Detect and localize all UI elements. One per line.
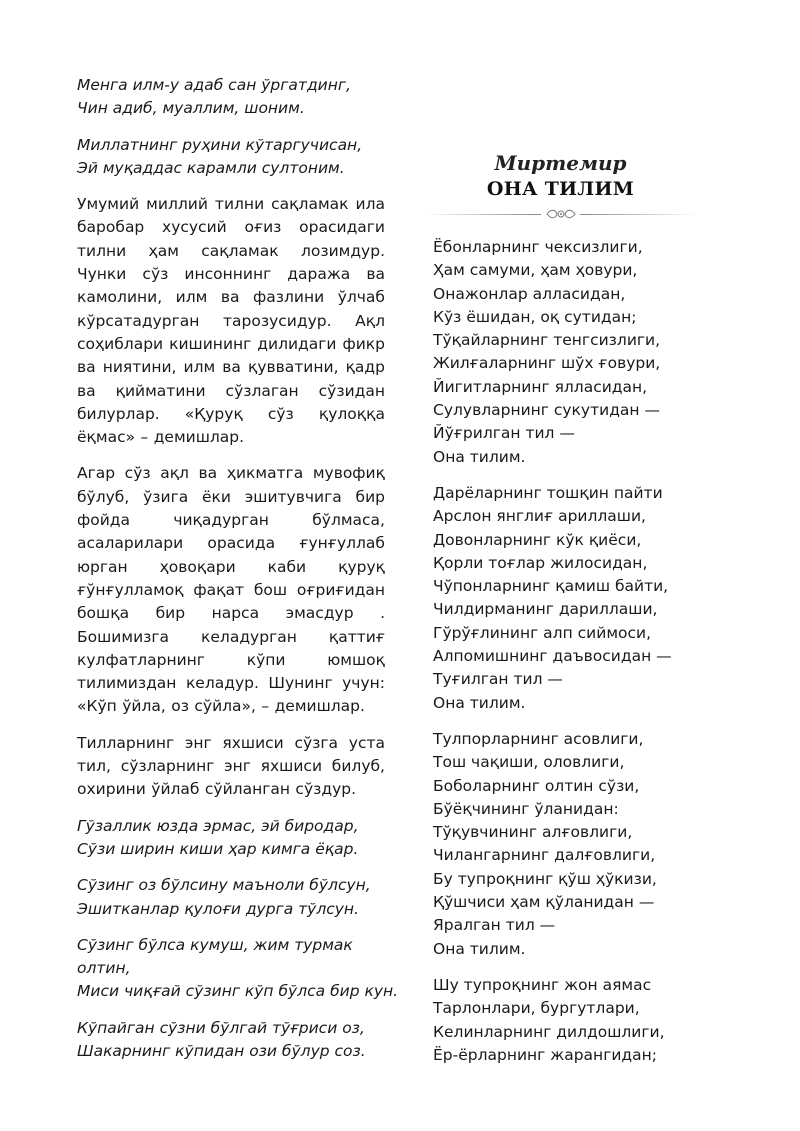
verse-line: Миси чиқғай сўзинг кўп бўлса бир кун. (77, 982, 399, 1001)
verse-2 (77, 134, 385, 181)
poem-line: Ҳам самуми, ҳам ҳовури, (433, 261, 638, 280)
left-column (77, 74, 399, 1076)
poem-title: ОНА ТИЛИМ (486, 178, 635, 200)
poem-line: Довонларнинг кўк қиёси, (433, 530, 642, 549)
poem-line: Арслон янглиғ ариллаши, (433, 507, 646, 526)
poem-line: Алпомишнинг даъвосидан — (433, 647, 672, 666)
poem-line: Чилдирманинг дариллаши, (433, 600, 658, 619)
verse-line: Менга илм-у адаб сан ўргатдинг, (77, 76, 351, 94)
poem-line: Тарлонлари, бургутлари, (433, 999, 640, 1018)
poem-line: Туғилган тил — (433, 670, 563, 689)
poem-line: Шу тупроқнинг жон аямас (433, 975, 652, 994)
poem-line: Она тилим. (433, 447, 526, 466)
poem-line: Йўғрилган тил — (433, 424, 575, 443)
verse-6 (77, 1017, 385, 1064)
stanza-4 (433, 974, 688, 1067)
poem-line: Тулпорларнинг асовлиги, (433, 729, 644, 748)
verse-line: олтин, (77, 959, 131, 978)
verse-4 (77, 874, 385, 921)
poem-line: Жилғаларнинг шўх ғовури, (433, 354, 661, 373)
poem-line: Она тилим. (433, 693, 526, 712)
verse-line: Эшитканлар қулоғи дурга тўлсун. (77, 899, 359, 918)
poem-line: Келинларнинг дилдошлиги, (433, 1022, 665, 1041)
divider-rule-left (423, 214, 541, 215)
divider-rule-right (580, 214, 698, 215)
verse-1 (77, 74, 385, 121)
poem-line: Ёбонларнинг чексизлиги, (433, 238, 643, 256)
poem-line: Чўпонларнинг қамиш байти, (433, 577, 669, 596)
paragraph-1: Умумий миллий тилни сақламак ила баробар хусусий оғиз орасидаги тилни ҳам сақламак лозимдур. Чунки сўз инсоннинг даража ва камолини, илм ва фазлини ўлчаб кўрсатадурган тарозусидур. Ақл соҳиблари кишининг дилидаги фикр ва ниятини, илм ва қувватини, қадр ва қийматини сўзлаган сўзидан билурлар. «Қуруқ сўз қулоққа ёқмас» – демишлар. (77, 195, 385, 447)
poem-line: Қорли тоғлар жилосидан, (433, 553, 648, 572)
poem-line: Чилангарнинг далғовлиги, (433, 846, 656, 865)
poem-line: Бўёқчининг ўланидан: (433, 799, 619, 818)
verse-line: Эй муқаддас карамли султоним. (77, 158, 345, 177)
stanza-2 (433, 482, 688, 715)
poem-line: Йигитларнинг ялласидан, (433, 377, 648, 396)
stanza-3 (433, 728, 688, 961)
verse-line: Сўзи ширин киши ҳар кимга ёқар. (77, 839, 359, 858)
paragraph-2: Агар сўз ақл ва ҳикматга мувофиқ бўлуб, ўзига ёки эшитувчига бир фойда чиқадурган бўлмаса, асаларилари орасида ғунғуллаб юрган ҳовоқари каби қуруқ ғўнғулламоқ фақат бош оғриғидан бошқа бир нарса эмасдур . Бошимизга келадурган қаттиғ кулфатларнинг кўпи юмшоқ тилимиздан келадур. Шунинг учун: «Кўп ўйла, оз сўйла», – демишлар. (77, 464, 385, 716)
poem-line: Кўз ёшидан, оқ сутидан; (433, 307, 637, 326)
poem-line: Тўқайларнинг тенгсизлиги, (433, 331, 661, 350)
verse-line: Миллатнинг руҳини кўтаргучисан, (77, 135, 363, 154)
verse-line: Гўзаллик юзда эрмас, эй биродар, (77, 816, 359, 835)
poem-line: Она тилим. (433, 939, 526, 958)
verse-line: Чин адиб, муаллим, шоним. (77, 99, 305, 118)
poem-author: Миртемир (494, 151, 627, 175)
poem-line: Яралган тил — (433, 916, 556, 935)
right-column (433, 150, 688, 1080)
poem-line: Дарёларнинг тошқин пайти (433, 483, 663, 502)
verse-line: Сўзинг бўлса кумуш, жим турмак (77, 935, 353, 954)
flourish-icon (545, 206, 577, 222)
poem-line: Тош чақиши, оловлиги, (433, 753, 625, 772)
verse-line: Кўпайган сўзни бўлгай тўғриси оз, (77, 1018, 365, 1037)
poem-line: Тўқувчининг алғовлиги, (433, 823, 633, 842)
poem-line: Сулувларнинг сукутидан — (433, 401, 660, 420)
poem-line: Онажонлар алласидан, (433, 284, 626, 303)
verse-line: Сўзинг оз бўлсину маъноли бўлсун, (77, 876, 371, 895)
ornament-divider (423, 206, 698, 222)
verse-line: Шакарнинг кўпидан ози бўлур соз. (77, 1041, 366, 1060)
poem-line: Боболарнинг олтин сўзи, (433, 776, 640, 795)
poem-line: Ёр-ёрларнинг жарангидан; (433, 1045, 657, 1064)
poem-line: Гўрўғлининг алп сиймоси, (433, 623, 652, 642)
verse-3 (77, 815, 385, 862)
stanza-1 (433, 236, 688, 469)
poem-header (423, 150, 698, 222)
poem-line: Қўшчиси ҳам қўланидан — (433, 893, 655, 912)
poem-line: Бу тупроқнинг қўш ҳўкизи, (433, 869, 657, 888)
verse-5 (77, 934, 399, 1004)
paragraph-3: Тилларнинг энг яхшиси сўзга уста тил, сўзларнинг энг яхшиси билуб, охирини ўйлаб сўйланган сўздур. (77, 733, 385, 799)
